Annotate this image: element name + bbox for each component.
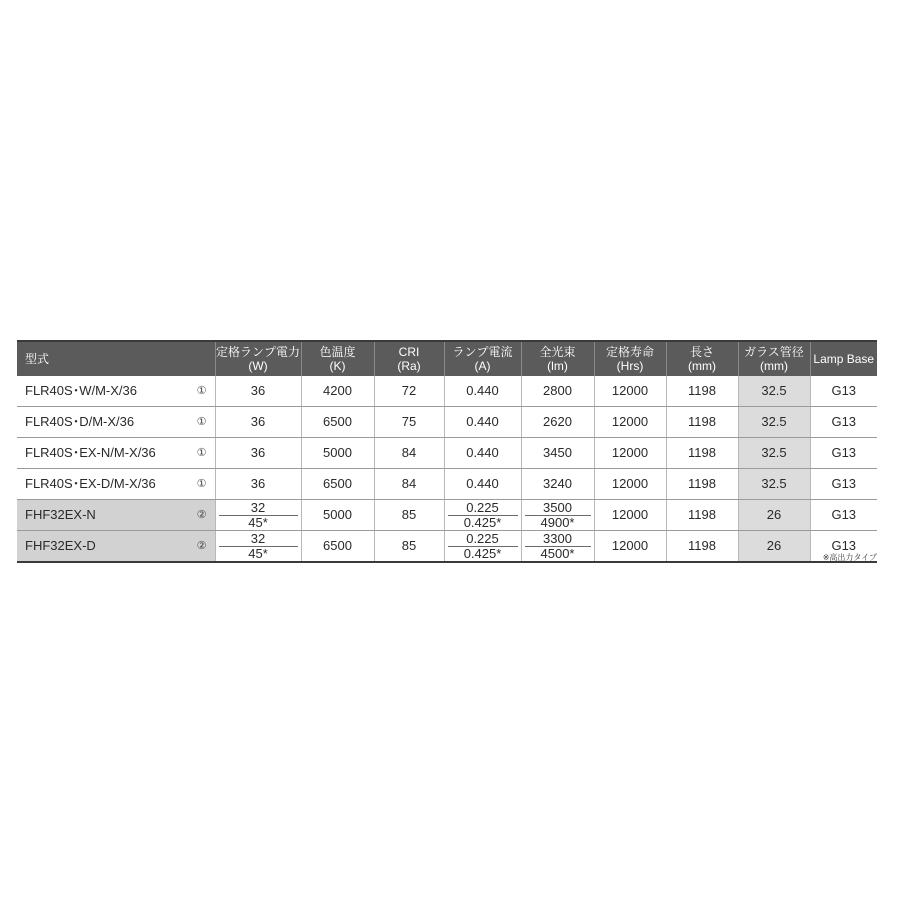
header-unit: (K) xyxy=(329,359,346,373)
cell-value: 1198 xyxy=(688,476,716,491)
cell-lamp-current xyxy=(444,531,521,563)
cell-value: 36 xyxy=(250,476,266,491)
cell-value: 32.5 xyxy=(761,414,787,429)
header-label: 型式 xyxy=(25,352,50,366)
cell-value: G13 xyxy=(831,538,857,553)
type-mark: ① xyxy=(196,385,207,397)
header-unit: (mm) xyxy=(760,359,788,373)
lamp-spec-table xyxy=(17,340,877,563)
cell-tube-diameter xyxy=(738,500,810,531)
cell-rated-life xyxy=(594,438,666,469)
cell-value: 26 xyxy=(766,507,782,522)
cell-cri xyxy=(374,407,444,438)
cell-model xyxy=(17,500,215,531)
value-high-output: 0.425* xyxy=(463,546,502,562)
value-high-output: 0.425* xyxy=(463,515,502,531)
cell-value: 85 xyxy=(401,538,417,553)
cell-rated-power xyxy=(215,407,301,438)
table-row xyxy=(17,531,877,563)
cell-length xyxy=(666,438,738,469)
cell-luminous-flux xyxy=(521,438,594,469)
cell-value: 5000 xyxy=(323,507,352,522)
header-unit: (Hrs) xyxy=(616,359,644,373)
cell-value: 5000 xyxy=(323,445,352,460)
table-row xyxy=(17,407,877,438)
type-mark: ① xyxy=(196,447,207,459)
cell-value: 6500 xyxy=(323,476,352,491)
cell-model xyxy=(17,407,215,438)
header-rated-power xyxy=(215,341,301,376)
value-high-output: 45* xyxy=(248,515,268,531)
cell-value: 2800 xyxy=(543,383,572,398)
cell-value: 72 xyxy=(401,383,417,398)
cell-value: 0.440 xyxy=(466,445,499,460)
cell-length xyxy=(666,469,738,500)
cell-color-temp xyxy=(301,531,374,563)
cell-value: 3240 xyxy=(543,476,572,491)
header-luminous-flux xyxy=(521,341,594,376)
header-label: ランプ電流 xyxy=(452,345,513,359)
cell-value: 12000 xyxy=(611,383,649,398)
spec-table-container xyxy=(17,340,877,563)
cell-value: 36 xyxy=(250,414,266,429)
cell-value: 36 xyxy=(250,445,266,460)
model-name: FLR40S･W/M-X/36 xyxy=(25,383,137,398)
cell-tube-diameter xyxy=(738,469,810,500)
cell-tube-diameter xyxy=(738,438,810,469)
header-length xyxy=(666,341,738,376)
cell-luminous-flux xyxy=(521,407,594,438)
cell-lamp-current xyxy=(444,376,521,407)
cell-lamp-base xyxy=(810,500,877,531)
cell-rated-power xyxy=(215,376,301,407)
type-mark: ② xyxy=(196,540,207,552)
cell-model xyxy=(17,469,215,500)
cell-value: 84 xyxy=(401,476,417,491)
cell-value: 1198 xyxy=(688,383,716,398)
cell-lamp-base xyxy=(810,407,877,438)
cell-tube-diameter xyxy=(738,376,810,407)
header-label: ガラス管径 xyxy=(744,345,804,359)
header-unit: (Ra) xyxy=(397,359,421,373)
model-name: FLR40S･EX-N/M-X/36 xyxy=(25,445,156,460)
cell-color-temp xyxy=(301,407,374,438)
cell-value: 32.5 xyxy=(761,445,787,460)
header-label: 定格寿命 xyxy=(605,345,654,359)
type-mark: ① xyxy=(196,416,207,428)
value-standard: 0.225 xyxy=(448,500,518,516)
cell-value: 75 xyxy=(401,414,417,429)
cell-value: 12000 xyxy=(611,445,649,460)
table-row xyxy=(17,376,877,407)
cell-length xyxy=(666,407,738,438)
value-high-output: 4500* xyxy=(540,546,575,562)
value-high-output: 4900* xyxy=(540,515,575,531)
type-mark: ① xyxy=(196,478,207,490)
header-label: CRI xyxy=(398,345,420,359)
cell-value: 0.440 xyxy=(466,414,499,429)
cell-value: 32.5 xyxy=(761,383,787,398)
cell-value: 26 xyxy=(766,538,782,553)
cell-value: G13 xyxy=(831,476,857,491)
cell-value: 3450 xyxy=(543,445,572,460)
cell-luminous-flux xyxy=(521,376,594,407)
cell-rated-life xyxy=(594,469,666,500)
cell-lamp-current xyxy=(444,500,521,531)
cell-value: 32.5 xyxy=(761,476,787,491)
cell-value: 4200 xyxy=(323,383,352,398)
cell-model xyxy=(17,438,215,469)
header-unit: (W) xyxy=(248,359,268,373)
model-name: FHF32EX-N xyxy=(25,507,96,522)
cell-rated-power xyxy=(215,469,301,500)
header-label: 長さ xyxy=(689,345,714,359)
header-unit: (lm) xyxy=(547,359,568,373)
cell-length xyxy=(666,500,738,531)
cell-value: 2620 xyxy=(543,414,572,429)
table-body xyxy=(17,376,877,562)
header-label: 定格ランプ電力 xyxy=(215,345,300,359)
type-mark: ② xyxy=(196,509,207,521)
cell-cri xyxy=(374,500,444,531)
cell-cri xyxy=(374,531,444,563)
cell-value: 85 xyxy=(401,507,417,522)
header-model xyxy=(17,341,215,376)
cell-value: G13 xyxy=(831,445,857,460)
header-rated-life xyxy=(594,341,666,376)
table-row xyxy=(17,438,877,469)
value-high-output: 45* xyxy=(248,546,268,562)
footnote: ※高出力タイプ xyxy=(822,553,877,562)
header-tube-diameter xyxy=(738,341,810,376)
cell-luminous-flux xyxy=(521,531,594,563)
cell-value: 1198 xyxy=(688,445,716,460)
cell-lamp-base xyxy=(810,469,877,500)
cell-rated-power xyxy=(215,500,301,531)
header-cri xyxy=(374,341,444,376)
header-label: 色温度 xyxy=(319,345,356,359)
cell-lamp-current xyxy=(444,407,521,438)
cell-rated-life xyxy=(594,407,666,438)
value-standard: 3300 xyxy=(525,531,591,547)
header-unit: (A) xyxy=(474,359,491,373)
header-lamp-current xyxy=(444,341,521,376)
value-standard: 3500 xyxy=(525,500,591,516)
cell-value: 1198 xyxy=(688,507,716,522)
cell-value: 0.440 xyxy=(466,476,499,491)
cell-luminous-flux xyxy=(521,469,594,500)
cell-color-temp xyxy=(301,376,374,407)
cell-length xyxy=(666,376,738,407)
cell-rated-power xyxy=(215,531,301,563)
cell-rated-life xyxy=(594,500,666,531)
header-row xyxy=(17,341,877,376)
cell-luminous-flux xyxy=(521,500,594,531)
cell-rated-life xyxy=(594,531,666,563)
cell-cri xyxy=(374,438,444,469)
cell-model xyxy=(17,376,215,407)
cell-value: 12000 xyxy=(611,476,649,491)
cell-color-temp xyxy=(301,500,374,531)
cell-rated-life xyxy=(594,376,666,407)
cell-lamp-current xyxy=(444,438,521,469)
cell-value: G13 xyxy=(831,383,857,398)
value-standard: 32 xyxy=(219,531,298,547)
table-row xyxy=(17,500,877,531)
cell-cri xyxy=(374,469,444,500)
cell-value: G13 xyxy=(831,507,857,522)
table-row xyxy=(17,469,877,500)
cell-value: 6500 xyxy=(323,538,352,553)
value-standard: 32 xyxy=(219,500,298,516)
cell-value: 12000 xyxy=(611,538,649,553)
cell-value: 36 xyxy=(250,383,266,398)
cell-value: G13 xyxy=(831,414,857,429)
cell-lamp-base xyxy=(810,376,877,407)
header-color-temp xyxy=(301,341,374,376)
cell-value: 12000 xyxy=(611,414,649,429)
cell-value: 1198 xyxy=(688,414,716,429)
model-name: FHF32EX-D xyxy=(25,538,96,553)
cell-tube-diameter xyxy=(738,531,810,563)
header-lamp-base xyxy=(810,341,877,376)
cell-value: 84 xyxy=(401,445,417,460)
header-unit: (mm) xyxy=(688,359,716,373)
model-name: FLR40S･EX-D/M-X/36 xyxy=(25,476,156,491)
cell-color-temp xyxy=(301,438,374,469)
cell-value: 12000 xyxy=(611,507,649,522)
model-name: FLR40S･D/M-X/36 xyxy=(25,414,135,429)
cell-value: 0.440 xyxy=(466,383,499,398)
value-standard: 0.225 xyxy=(448,531,518,547)
cell-rated-power xyxy=(215,438,301,469)
cell-color-temp xyxy=(301,469,374,500)
cell-value: 1198 xyxy=(688,538,716,553)
cell-model xyxy=(17,531,215,563)
cell-lamp-current xyxy=(444,469,521,500)
cell-cri xyxy=(374,376,444,407)
cell-value: 6500 xyxy=(323,414,352,429)
header-label: Lamp Base xyxy=(813,352,875,366)
cell-tube-diameter xyxy=(738,407,810,438)
header-label: 全光束 xyxy=(539,345,576,359)
cell-length xyxy=(666,531,738,563)
cell-lamp-base xyxy=(810,438,877,469)
